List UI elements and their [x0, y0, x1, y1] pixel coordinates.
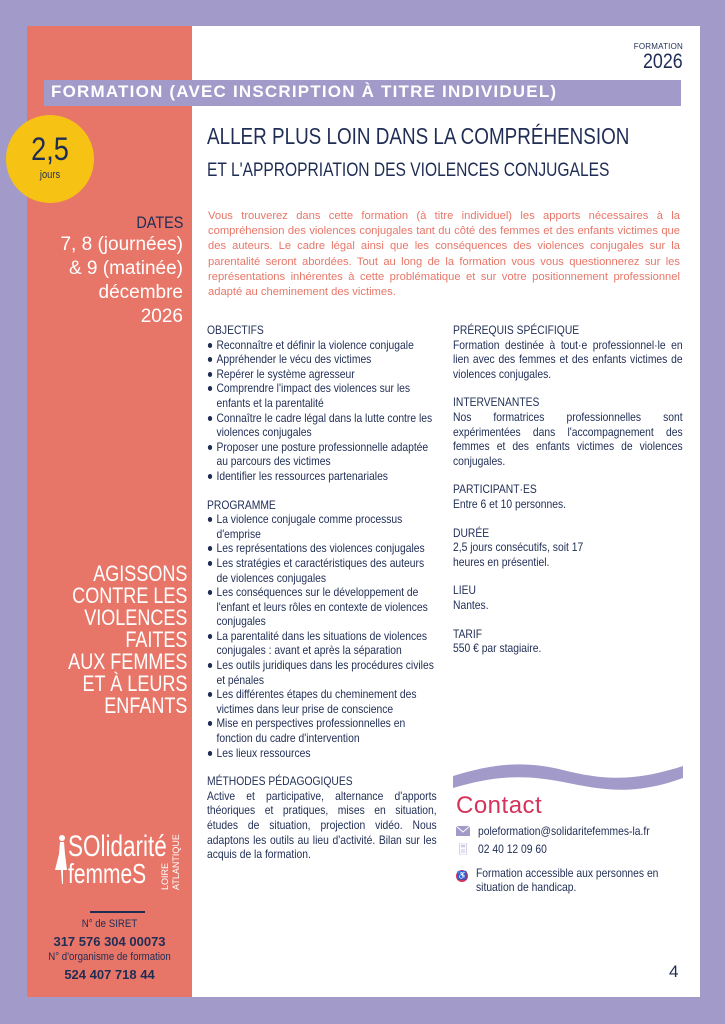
duration-unit: jours: [39, 169, 61, 181]
page-subtitle: ET L'APPROPRIATION DES VIOLENCES CONJUGALES: [207, 160, 610, 181]
list-item: Les lieux ressources: [207, 746, 437, 761]
right-column: [453, 323, 683, 656]
phone-icon: [456, 843, 470, 855]
siret-value: 317 576 304 00073: [53, 934, 166, 949]
slogan-line: FAITES: [124, 627, 187, 652]
list-item: La violence conjugale comme processus d'emprise: [207, 512, 437, 541]
programme-title: PROGRAMME: [207, 497, 276, 512]
contact-title: Contact: [456, 792, 543, 819]
organization-logo: [50, 830, 190, 890]
accessibility-icon: ♿: [457, 871, 467, 880]
intervenantes-text: Nos formatrices professionnelles sont expérimentées dans l'accompagnement des femmes et des enfants victimes de violences conjugales.: [453, 409, 683, 468]
slogan-line: AGISSONS: [92, 561, 187, 586]
intervenantes-title: INTERVENANTES: [453, 395, 540, 410]
tarif-title: TARIF: [453, 626, 483, 641]
lieu-text: Nantes.: [453, 597, 489, 612]
list-item: Les différentes étapes du cheminement des victimes dans leur prise de conscience: [207, 687, 437, 716]
list-item: Reconnaître et définir la violence conjugale: [207, 338, 437, 353]
participants-title: PARTICIPANT·ES: [453, 482, 537, 497]
decorative-wave: [453, 760, 683, 796]
prerequis-text: Formation destinée à tout·e professionnel·le en lien avec des femmes et des enfants victimes de violences conjugales.: [453, 337, 683, 381]
organisme-label: N° d'organisme de formation: [48, 951, 171, 963]
woman-figure-icon: [54, 834, 68, 886]
list-item: Les outils juridiques dans les procédures civiles et pénales: [207, 658, 437, 687]
list-item: Mise en perspectives professionnelles en fonction du cadre d'intervention: [207, 716, 437, 745]
left-column: [207, 323, 437, 862]
tarif-text: 550 € par stagiaire.: [453, 641, 542, 656]
mail-icon: [456, 825, 470, 837]
contact-email-row: [456, 824, 678, 838]
logo-line2: femmeS: [68, 858, 147, 889]
list-item: La parentalité dans les situations de violences conjugales : avant et après la séparation: [207, 629, 437, 658]
dates-line: & 9 (matinée): [68, 258, 183, 279]
list-item: Proposer une posture professionnelle adaptée au parcours des victimes: [207, 440, 437, 469]
page-number: 4: [669, 962, 679, 981]
dates-line: décembre: [98, 282, 183, 303]
list-item: Comprendre l'impact des violences sur les enfants et la parentalité: [207, 381, 437, 410]
logo-vertical2: ATLANTIQUE: [171, 834, 181, 890]
contact-phone[interactable]: 02 40 12 09 60: [478, 842, 547, 856]
prerequis-title: PRÉREQUIS SPÉCIFIQUE: [453, 323, 580, 337]
banner-text: FORMATION (AVEC INSCRIPTION À TITRE INDIVIDUEL): [51, 82, 558, 101]
slogan-line: ENFANTS: [103, 693, 187, 718]
list-item: Repérer le système agresseur: [207, 367, 437, 382]
slogan-line: CONTRE LES: [71, 583, 187, 608]
objectifs-list: [207, 338, 437, 484]
formation-banner: [44, 80, 681, 106]
dates-line: 2026: [140, 306, 183, 327]
divider: [90, 911, 145, 913]
formation-year: 2026: [643, 50, 683, 73]
duration-value: 2,5: [31, 131, 69, 167]
logo-line1: SOlidarité: [68, 830, 167, 863]
duree-text: 2,5 jours consécutifs, soit 17 heures en présentiel.: [453, 540, 584, 569]
programme-list: [207, 512, 437, 760]
accessibility-text: Formation accessible aux personnes en situation de handicap.: [476, 866, 659, 894]
slogan-line: VIOLENCES: [83, 605, 187, 630]
slogan-line: ET À LEURS: [82, 671, 187, 696]
duree-title: DURÉE: [453, 525, 490, 540]
siret-label: N° de SIRET: [81, 918, 138, 930]
participants-text: Entre 6 et 10 personnes.: [453, 496, 567, 511]
list-item: Identifier les ressources partenariales: [207, 469, 437, 484]
list-item: Les représentations des violences conjugales: [207, 541, 437, 556]
dates-label: DATES: [135, 213, 183, 232]
formation-label: FORMATION: [633, 42, 683, 51]
list-item: Connaître le cadre légal dans la lutte contre les violences conjugales: [207, 411, 437, 440]
slogan: [68, 563, 187, 717]
list-item: Les conséquences sur le développement de l'enfant et leurs rôles en contexte de violences conjugales: [207, 585, 437, 629]
list-item: Appréhender le vécu des victimes: [207, 352, 437, 367]
slogan-line: AUX FEMMES: [67, 649, 187, 674]
organisme-value: 524 407 718 44: [64, 967, 155, 982]
lieu-title: LIEU: [453, 583, 476, 598]
list-item: Les stratégies et caractéristiques des auteurs de violences conjugales: [207, 556, 437, 585]
contact-phone-row: [456, 842, 558, 856]
intro-paragraph: Vous trouverez dans cette formation (à titre individuel) les apports nécessaires à la compréhension des violences conjugales tant du côté des femmes et des enfants victimes que des auteurs. Le cadre légal ainsi que les conséquences des violences conjugales sur la parentalité seront abordées. Tout au long de la formation vous vous questionnerez sur les représentations inhérentes à cette problématique et sur votre positionnement professionnel adapté au cheminement des victimes.: [208, 210, 680, 299]
duration-badge: [6, 115, 94, 203]
page-title: ALLER PLUS LOIN DANS LA COMPRÉHENSION: [207, 123, 630, 149]
methodes-title: MÉTHODES PÉDAGOGIQUES: [207, 774, 353, 789]
contact-email[interactable]: poleformation@solidaritefemmes-la.fr: [478, 824, 650, 838]
dates-text: [60, 233, 183, 329]
objectifs-title: OBJECTIFS: [207, 323, 264, 337]
logo-vertical1: LOIRE: [160, 862, 170, 890]
dates-line: 7, 8 (journées): [60, 234, 183, 255]
methodes-text: Active et participative, alternance d'apports théoriques et pratiques, mises en situation, études de situation, projection vidéo. Nous adaptons les outils au lieu d'activité. Bilan sur les acquis de la formation.: [207, 788, 437, 862]
